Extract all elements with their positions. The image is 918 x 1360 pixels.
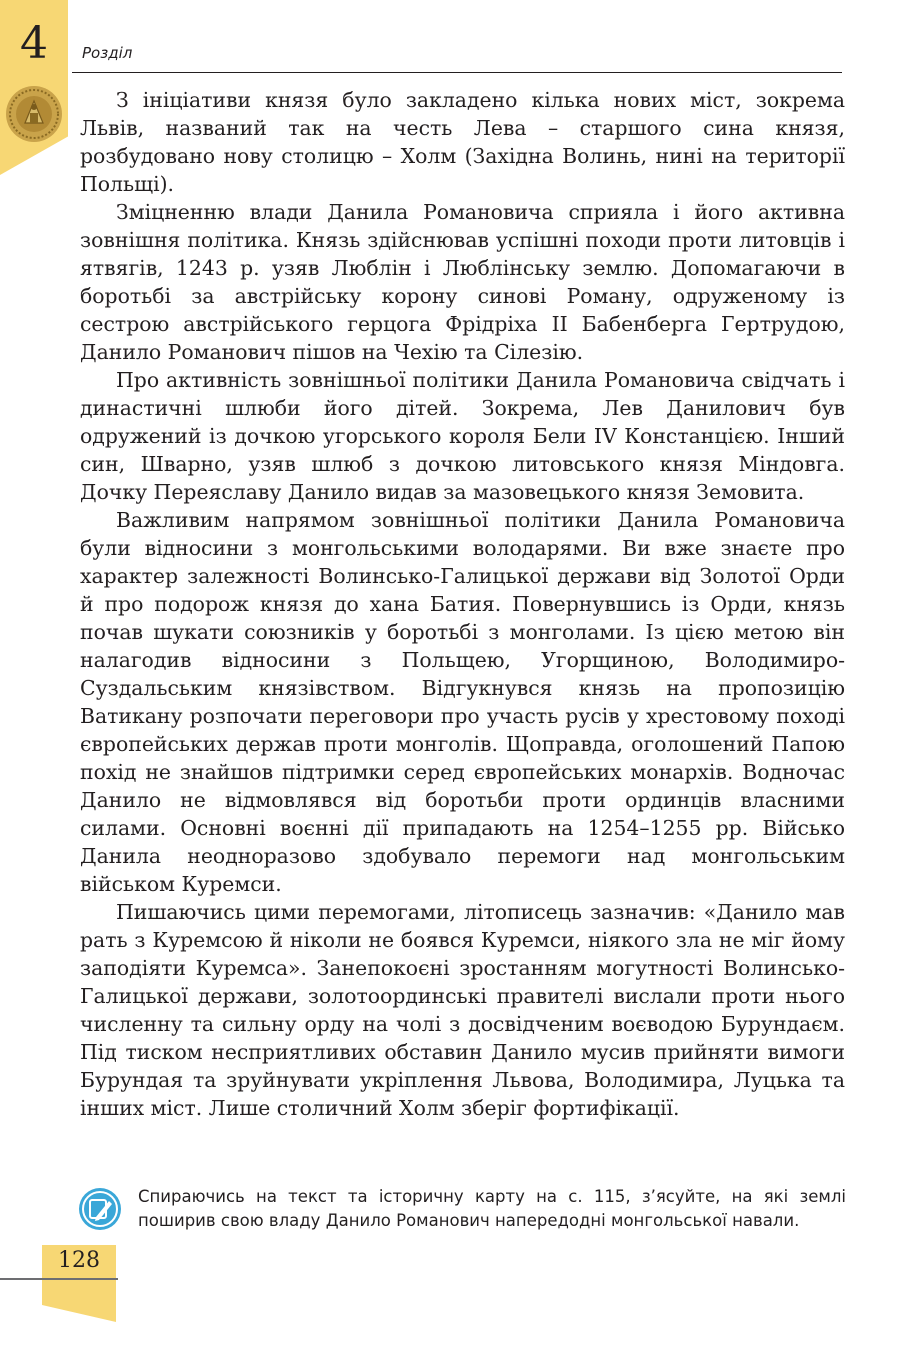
paragraph: Важливим напрямом зовнішньої політики Данила Романовича були відносини з монгольськими володарями. Ви вже знаєте про характер залежності Волинсько-Галицької держави від Золотої Орди й про подорож князя до хана Батия. Повернувшись із Орди, князь почав шукати союзників у боротьбі з монголами. Із цією метою він налагодив відносини з Польщею, Угорщиною, Володимиро-Суздальським князівством. Відгукнувся князь на пропозицію Ватикану розпочати переговори про участь русів у хрестовому поході європейських держав проти монголів. Щоправда, оголошений Папою похід не знайшов підтримки серед європейських монархів. Водночас Данило не відмовлявся від боротьби проти ординців власними силами. Основні воєнні дії припадають на 1254–1255 рр. Військо Данила неодноразово здобувало перемоги над монгольським військом Куремси. [80, 508, 845, 896]
chapter-label: Розділ [82, 44, 133, 62]
paragraph: Зміцненню влади Данила Романовича сприяла і його активна зовнішня політика. Князь здійснював успішні походи проти литовців і ятвягів, 1243 р. узяв Люблін і Люблінську землю. Допомагаючи в боротьбі за австрійську корону синові Роману, одруженому із сестрою австрійського герцога Фрідріха II Бабенберга Гертрудою, Данило Романович пішов на Чехію та Сілезію. [80, 200, 845, 364]
header-divider [72, 72, 842, 73]
main-text [80, 86, 845, 1122]
paragraph: Пишаючись цими перемогами, літописець зазначив: «Данило мав рать з Куремсою й ніколи не боявся Куремси, ніякого зла не міг йому заподіяти Куремса». Занепокоєні зростанням могутності Волинсько-Галицької держави, золотоординські правителі вислали проти нього численну та сильну орду на чолі з досвідченим воєводою Бурундаєм. Під тиском несприятливих обставин Данило мусив прийняти вимоги Бурундая та зруйнувати укріплення Львова, Володимира, Луцька та інших міст. Лише столичний Холм зберіг фортифікації. [80, 900, 845, 1120]
task-block [78, 1185, 848, 1237]
pencil-icon [78, 1187, 122, 1231]
chapter-number: 4 [20, 18, 48, 69]
paragraph: З ініціативи князя було закладено кілька нових міст, зокрема Львів, названий так на честь Лева – старшого сина князя, розбудовано нову столицю – Холм (Західна Волинь, нині на території Польщі). [80, 88, 845, 196]
medieval-seal-icon [5, 85, 63, 143]
footer-divider [0, 1278, 118, 1280]
task-text: Спираючись на текст та історичну карту на с. 115, з’ясуйте, на які землі поширив свою владу Данило Романович напередодні монгольської навали. [138, 1187, 846, 1230]
paragraph: Про активність зовнішньої політики Данила Романовича свідчать і династичні шлюби його дітей. Зокрема, Лев Данилович був одружений із дочкою угорського короля Бели IV Констанцією. Інший син, Шварно, узяв шлюб з дочкою литовського князя Міндовга. Дочку Переяславу Данило видав за мазовецького князя Земовита. [80, 368, 845, 504]
page-number: 128 [58, 1248, 100, 1273]
